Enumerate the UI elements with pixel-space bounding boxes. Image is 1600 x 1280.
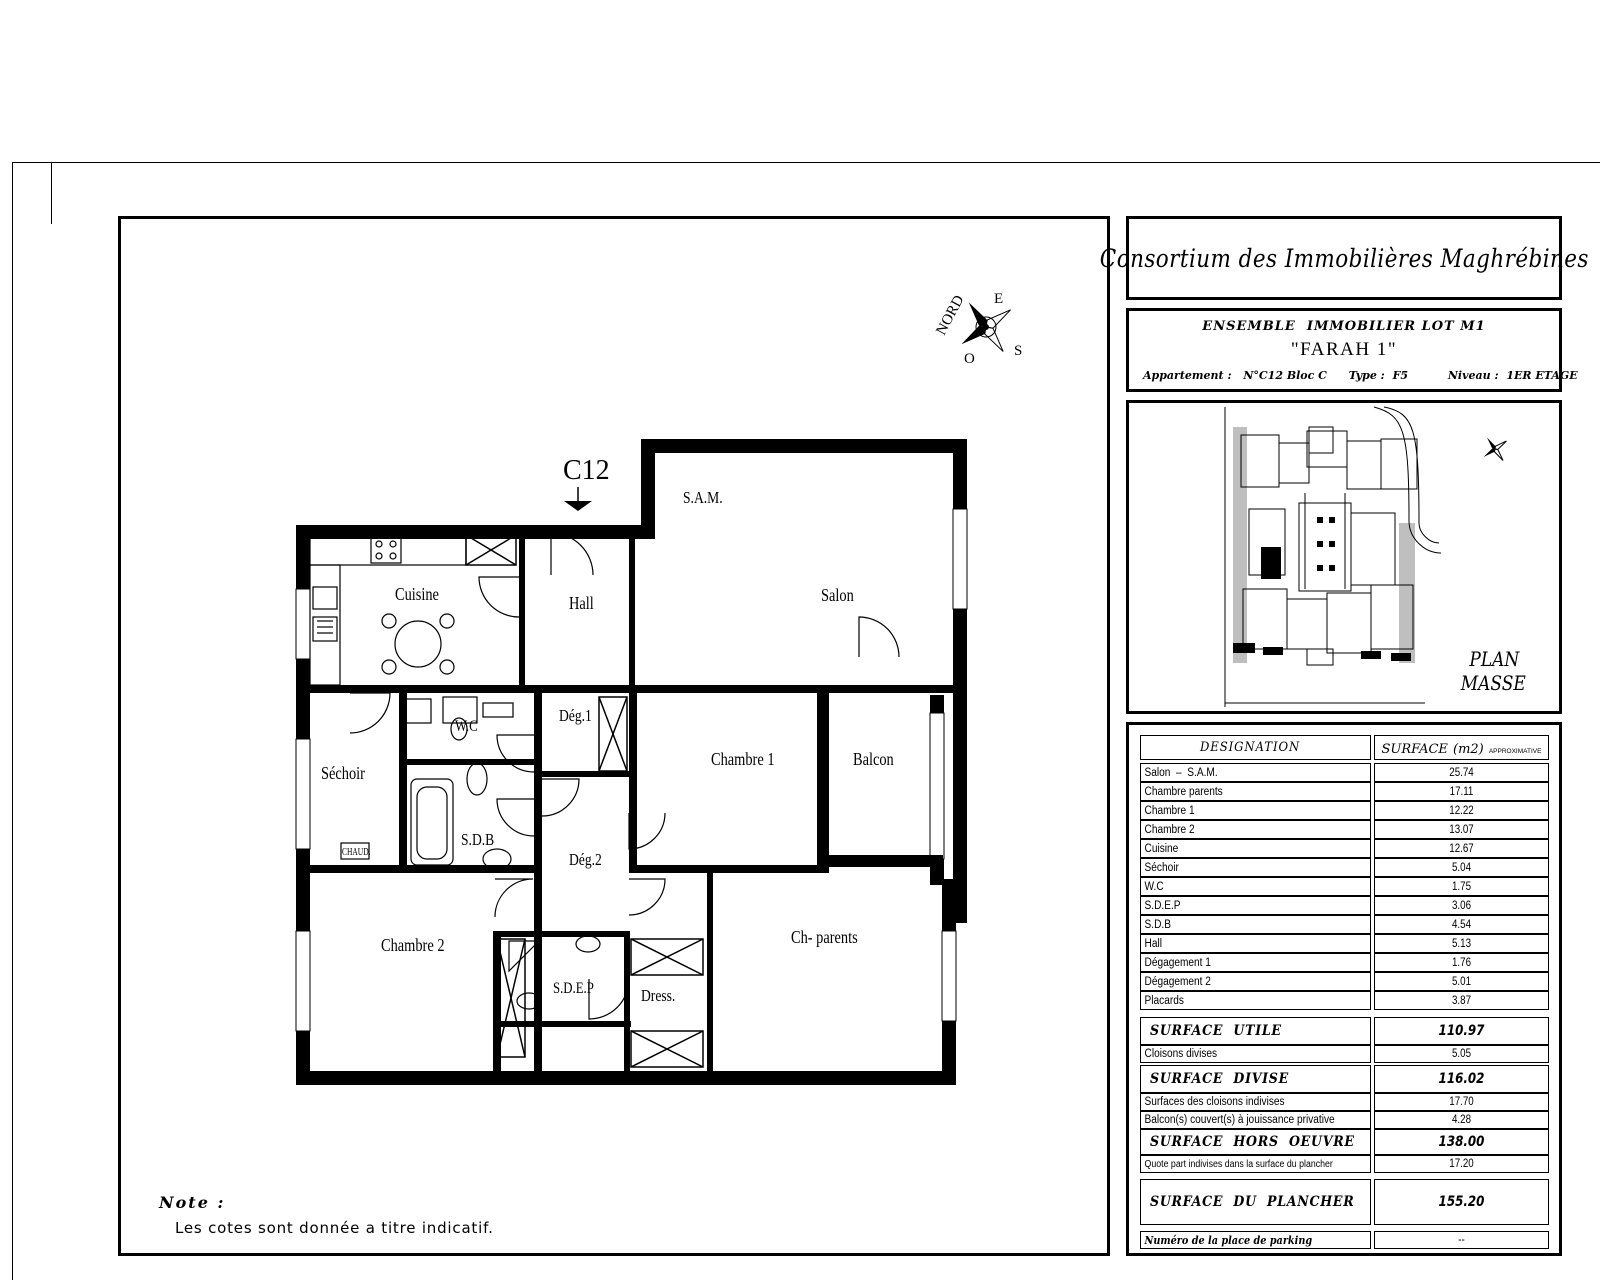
room-chambre1: Chambre 1: [711, 748, 775, 770]
surface-row-value-cell: [1374, 820, 1549, 839]
project-line: ENSEMBLE IMMOBILIER LOT M1: [1202, 319, 1486, 334]
surface-row-value: 3.87: [1451, 994, 1472, 1007]
surface-row-value-cell: [1374, 991, 1549, 1010]
hors-oeuvre-value: 138.00: [1438, 1134, 1485, 1150]
floor-plan-panel: [118, 216, 1110, 1256]
surface-row-label-cell: [1140, 972, 1371, 991]
surface-row-value: 3.06: [1451, 899, 1472, 912]
company-name: Consortium des Immobilières Maghrébines: [1099, 243, 1589, 273]
parking-label: Numéro de la place de parking: [1144, 1233, 1313, 1247]
parking-value-cell: [1374, 1231, 1549, 1249]
surface-row-label: S.D.B: [1144, 918, 1171, 931]
surface-row-label-cell: [1140, 953, 1371, 972]
surface-row-label-cell: [1140, 820, 1371, 839]
note-text: Les cotes sont donnée a titre indicatif.: [175, 1219, 494, 1237]
surface-row-value-cell: [1374, 896, 1549, 915]
surface-row-label-cell: [1140, 858, 1371, 877]
surface-row-value-cell: [1374, 782, 1549, 801]
room-balcon: Balcon: [853, 748, 894, 770]
level-label: Niveau :: [1447, 369, 1499, 382]
cloisons-indivises-value: 17.70: [1449, 1096, 1474, 1108]
compass-west: O: [964, 351, 975, 367]
surface-table-box: [1126, 722, 1562, 1256]
header-approx: APPROXIMATIVE: [1488, 748, 1542, 755]
hors-oeuvre-label-cell: [1140, 1129, 1371, 1155]
room-deg1: Dég.1: [559, 706, 592, 726]
balcon-value-cell: [1374, 1111, 1549, 1129]
surface-row-label-cell: [1140, 915, 1371, 934]
plancher-value-cell: [1374, 1179, 1549, 1225]
header-surface: SURFACE: [1381, 742, 1448, 757]
room-wc: W.C: [455, 717, 478, 736]
surface-row-value: 12.22: [1449, 804, 1474, 817]
header-designation-cell: [1140, 735, 1371, 760]
surface-row-value-cell: [1374, 839, 1549, 858]
kitchen-fixtures: [310, 535, 466, 685]
surface-row-label-cell: [1140, 877, 1371, 896]
apartment-label: Appartement :: [1143, 369, 1232, 382]
surface-row-value-cell: [1374, 972, 1549, 991]
room-chambre2: Chambre 2: [381, 934, 445, 956]
surface-utile-value: 110.97: [1438, 1023, 1485, 1039]
surface-row-value: 17.11: [1449, 785, 1474, 798]
frame-left-line: [12, 162, 13, 1280]
frame-top-line: [12, 162, 1600, 163]
surface-utile-label-cell: [1140, 1017, 1371, 1045]
surface-row-value: 5.13: [1451, 937, 1472, 950]
surface-row-value-cell: [1374, 877, 1549, 896]
surface-table: [1129, 725, 1559, 1253]
surface-row-value: 13.07: [1449, 823, 1474, 836]
surface-row-label: Placards: [1144, 994, 1184, 1007]
balcon-label-cell: [1140, 1111, 1371, 1129]
room-sam: S.A.M.: [683, 488, 723, 508]
type-label: Type :: [1348, 369, 1385, 382]
cloisons-indivises-label-cell: [1140, 1093, 1371, 1111]
cloisons-label-cell: [1140, 1045, 1371, 1063]
surface-row-value-cell: [1374, 915, 1549, 934]
surface-row-label-cell: [1140, 763, 1371, 782]
cloisons-value: 5.05: [1451, 1048, 1472, 1060]
floor-plan-drawing: [121, 219, 1107, 1253]
surface-divise-value: 116.02: [1438, 1071, 1485, 1087]
surface-row-value: 5.04: [1451, 861, 1472, 874]
site-compass-icon: [1476, 430, 1515, 469]
surface-divise-label-cell: [1140, 1065, 1371, 1093]
header-unit: (m2): [1453, 742, 1484, 757]
surface-row-value-cell: [1374, 953, 1549, 972]
surface-divise-label: SURFACE DIVISE: [1150, 1071, 1289, 1087]
quote-part-label: Quote part indivises dans la surface du plancher: [1144, 1158, 1333, 1170]
hors-oeuvre-value-cell: [1374, 1129, 1549, 1155]
balcon-value: 4.28: [1451, 1114, 1472, 1126]
quote-part-label-cell: [1140, 1155, 1371, 1173]
header-designation: DESIGNATION: [1199, 740, 1300, 755]
room-ch-parents: Ch- parents: [791, 926, 858, 948]
frame-inner-tick: [51, 162, 52, 224]
room-hall: Hall: [569, 592, 594, 614]
type-value: F5: [1392, 369, 1409, 382]
surface-row-value: 4.54: [1451, 918, 1472, 931]
room-sdep: S.D.E.P: [553, 979, 594, 998]
surface-row-label: Chambre 2: [1144, 823, 1195, 836]
surface-row-value: 5.01: [1451, 975, 1472, 988]
header-surface-cell: [1374, 735, 1549, 760]
surface-row-value: 1.76: [1451, 956, 1472, 969]
site-plan-title-2: MASSE: [1460, 671, 1526, 695]
surface-row-label: Dégagement 1: [1144, 956, 1211, 969]
surface-utile-label: SURFACE UTILE: [1150, 1023, 1282, 1039]
surface-divise-value-cell: [1374, 1065, 1549, 1093]
balcon-label: Balcon(s) couvert(s) à jouissance privative: [1144, 1114, 1335, 1126]
site-plan-box: [1126, 400, 1562, 714]
surface-row-value-cell: [1374, 801, 1549, 820]
project-name: "FARAH 1": [1290, 339, 1398, 360]
room-sdb: S.D.B: [461, 830, 495, 850]
room-salon: Salon: [821, 584, 854, 606]
quote-part-value: 17.20: [1449, 1158, 1474, 1170]
surface-row-label: S.D.E.P: [1144, 899, 1181, 912]
surface-row-label: Salon – S.A.M.: [1144, 766, 1218, 779]
plancher-label-cell: [1140, 1179, 1371, 1225]
surface-row-label: Séchoir: [1144, 861, 1179, 874]
hors-oeuvre-label: SURFACE HORS OEUVRE: [1150, 1134, 1355, 1150]
note-title: Note :: [159, 1193, 226, 1212]
cloisons-indivises-label: Surfaces des cloisons indivises: [1144, 1096, 1285, 1108]
surface-utile-value-cell: [1374, 1017, 1549, 1045]
parking-label-cell: [1140, 1231, 1371, 1249]
room-cuisine: Cuisine: [395, 583, 439, 605]
plancher-value: 155.20: [1438, 1194, 1485, 1210]
surface-row-label-cell: [1140, 782, 1371, 801]
room-deg2: Dég.2: [569, 850, 602, 870]
apartment-value: N°C12 Bloc C: [1243, 369, 1327, 382]
cloisons-label: Cloisons divises: [1144, 1048, 1218, 1060]
compass-south: S: [1014, 343, 1023, 359]
surface-row-label-cell: [1140, 934, 1371, 953]
unit-label: C12: [563, 455, 610, 486]
surface-row-label: Dégagement 2: [1144, 975, 1211, 988]
surface-row-label: Hall: [1144, 937, 1162, 950]
surface-row-label: W.C: [1144, 880, 1164, 893]
room-sechoir: Séchoir: [321, 762, 365, 784]
surface-row-label-cell: [1140, 839, 1371, 858]
project-box: [1126, 308, 1578, 392]
parking-value: --: [1458, 1234, 1465, 1246]
site-plan-title-1: PLAN: [1469, 647, 1520, 671]
plancher-label: SURFACE DU PLANCHER: [1150, 1194, 1355, 1210]
cloisons-value-cell: [1374, 1045, 1549, 1063]
surface-row-label: Chambre 1: [1144, 804, 1195, 817]
surface-row-value: 12.67: [1449, 842, 1474, 855]
surface-row-label: Cuisine: [1144, 842, 1179, 855]
cloisons-indivises-value-cell: [1374, 1093, 1549, 1111]
surface-row-label-cell: [1140, 991, 1371, 1010]
room-dress: Dress.: [641, 986, 676, 1006]
surface-row-value-cell: [1374, 858, 1549, 877]
surface-row-value: 25.74: [1449, 766, 1474, 779]
compass-east: E: [994, 291, 1004, 307]
surface-row-label: Chambre parents: [1144, 785, 1223, 798]
level-value: 1ER ETAGE: [1506, 369, 1578, 382]
surface-row-value-cell: [1374, 763, 1549, 782]
quote-part-value-cell: [1374, 1155, 1549, 1173]
room-chaud: CHAUD.: [342, 845, 371, 858]
surface-row-value-cell: [1374, 934, 1549, 953]
surface-row-label-cell: [1140, 896, 1371, 915]
interior-walls: [310, 525, 955, 1071]
company-title-box: [1099, 216, 1589, 300]
surface-row-value: 1.75: [1451, 880, 1472, 893]
compass-north: NORD: [933, 292, 968, 338]
project-details: [1143, 369, 1578, 382]
surface-row-label-cell: [1140, 801, 1371, 820]
